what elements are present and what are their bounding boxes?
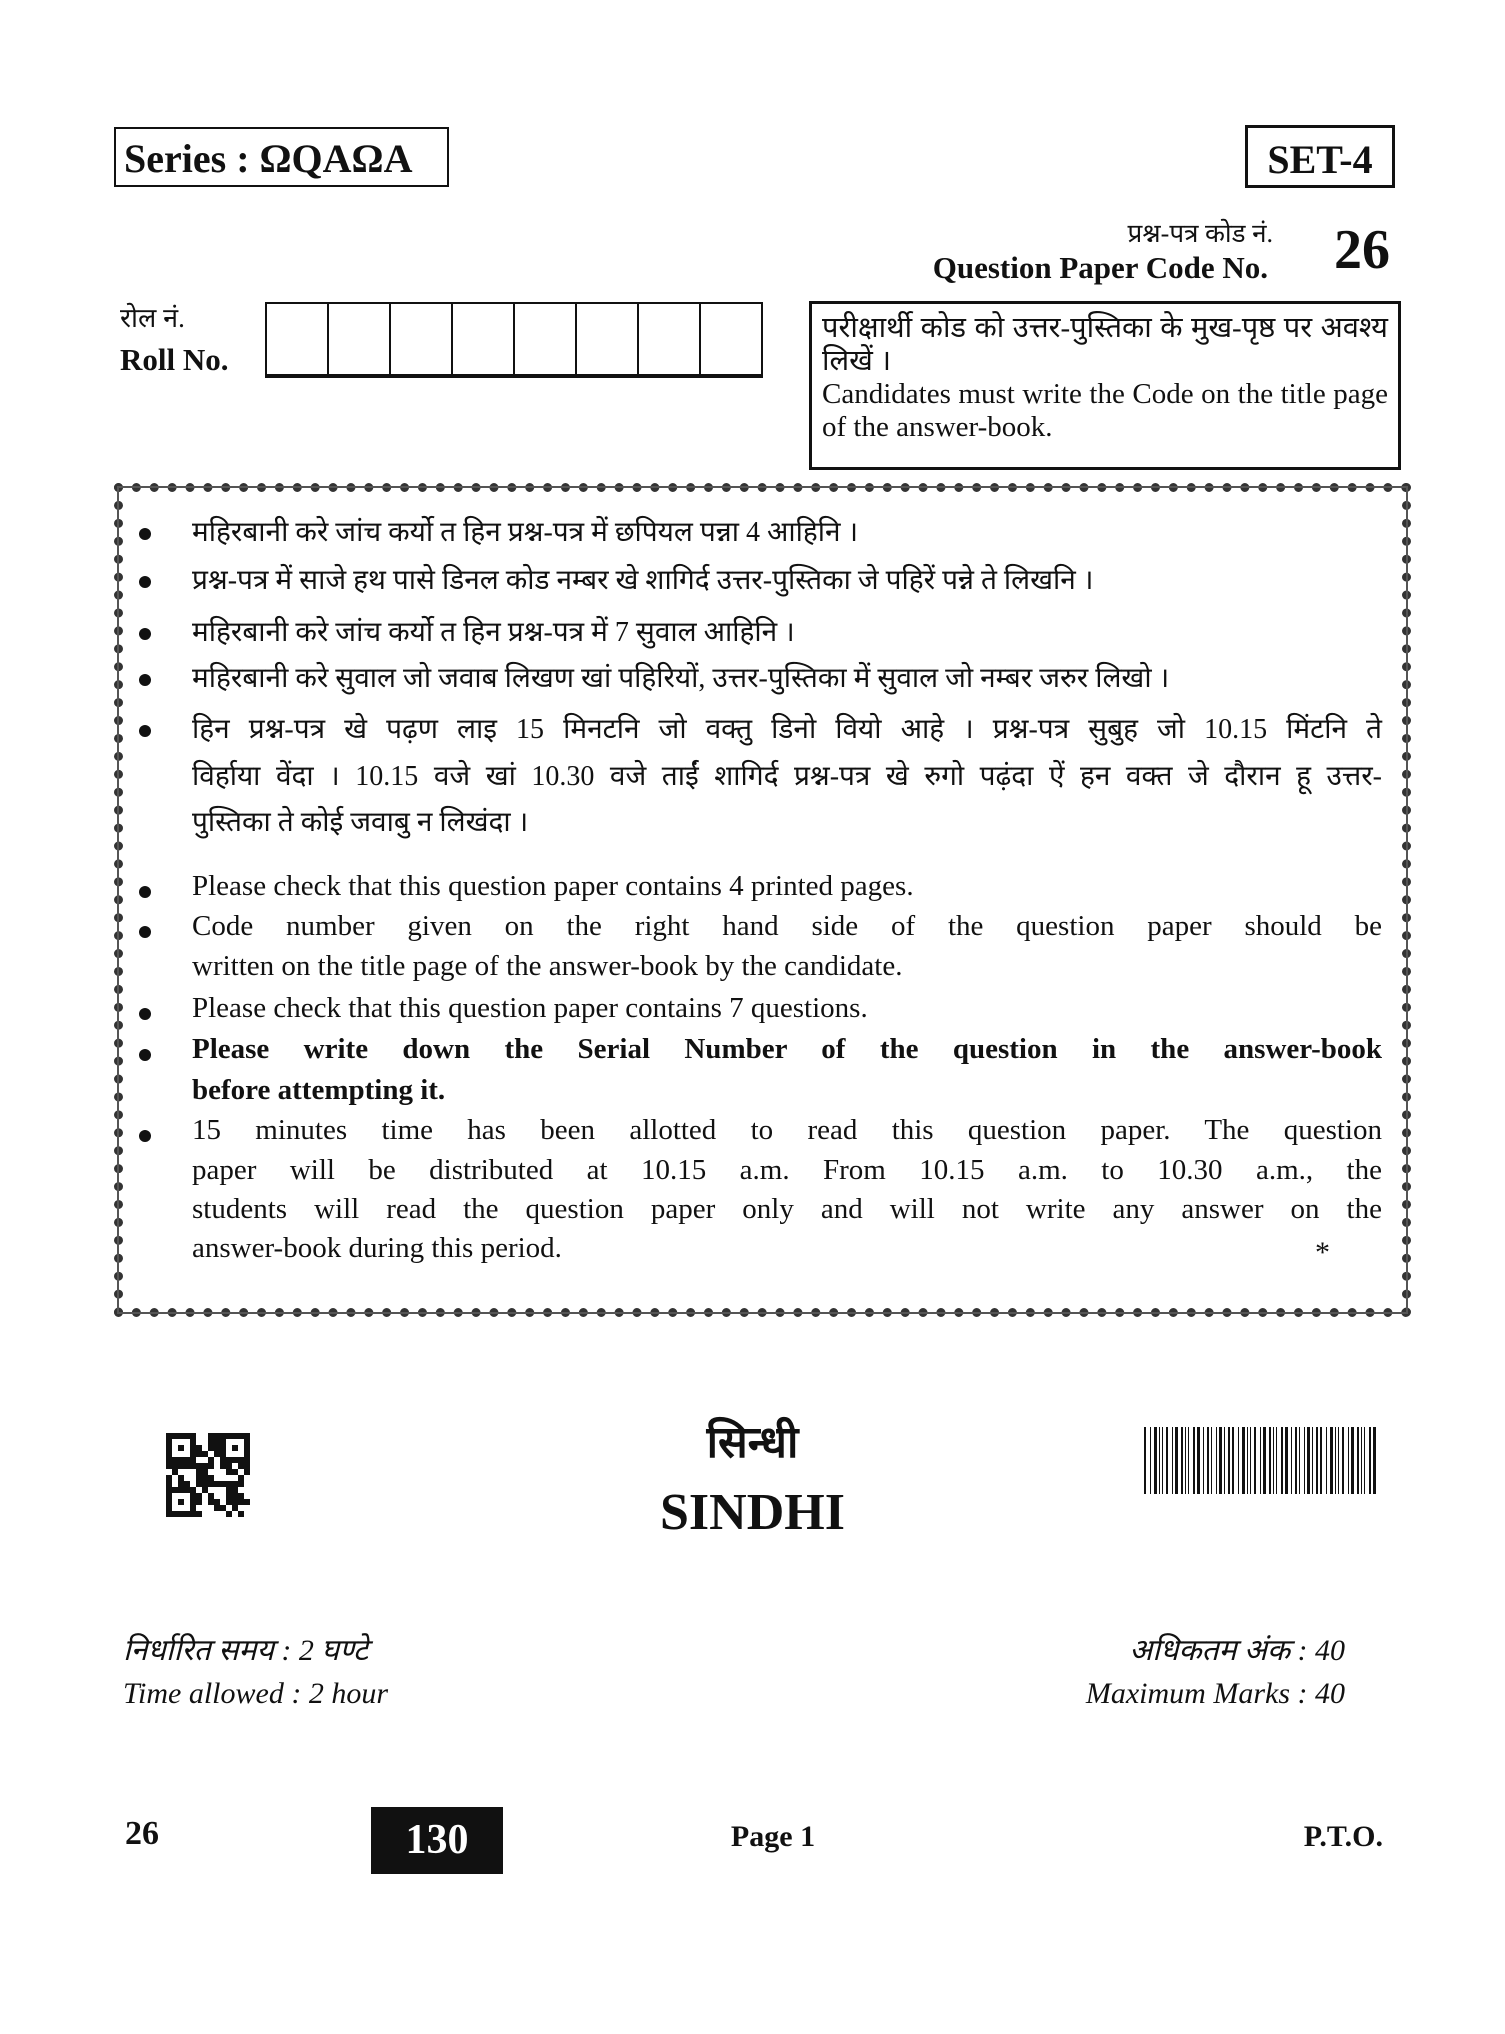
question-paper-code-number: 26 (1334, 219, 1390, 281)
barcode-bar (1269, 1427, 1271, 1494)
barcode (1144, 1427, 1378, 1494)
barcode-bar (1203, 1427, 1204, 1494)
barcode-bar (1185, 1427, 1186, 1494)
qr-module (178, 1475, 184, 1481)
qr-module (196, 1475, 202, 1481)
barcode-bar (1175, 1427, 1178, 1494)
barcode-bar (1342, 1427, 1344, 1494)
barcode-bar (1247, 1427, 1248, 1494)
roll-digit-box[interactable] (329, 304, 391, 374)
barcode-bar (1207, 1427, 1209, 1494)
time-allowed: Time allowed : 2 hour (123, 1677, 389, 1710)
bullet-icon (139, 926, 151, 938)
barcode-bar (1273, 1427, 1274, 1494)
star-mark: * (1315, 1236, 1330, 1269)
code-notice-box (809, 301, 1401, 470)
barcode-bar (1330, 1427, 1333, 1494)
barcode-bar (1295, 1427, 1297, 1494)
bullet-icon (139, 528, 151, 540)
series-label: Series : ΩQAΩA (114, 127, 449, 187)
barcode-bar (1159, 1427, 1160, 1494)
maximum-marks: Maximum Marks : 40 (1085, 1677, 1345, 1710)
instruction-line: पुस्तिका ते कोई जवाबु न लिखंदा । (192, 807, 529, 838)
roll-label-hindi: रोल नं. (120, 303, 185, 333)
instruction-line: students will read the question paper only and will not write any answer on the (192, 1193, 1382, 1225)
barcode-bar (1361, 1427, 1362, 1494)
instruction-line: महिरबानी करे जांच कर्यो त हिन प्रश्न-पत्र में 7 सुवाल आहिनि । (192, 617, 795, 648)
instruction-line: Please check that this question paper contains 4 printed pages. (192, 870, 914, 902)
roll-digit-box[interactable] (453, 304, 515, 374)
qr-module (208, 1475, 214, 1481)
instruction-line: paper will be distributed at 10.15 a.m. From 10.15 a.m. to 10.30 a.m., the (192, 1154, 1382, 1186)
barcode-bar (1299, 1427, 1300, 1494)
barcode-bar (1242, 1427, 1245, 1494)
barcode-bar (1263, 1427, 1266, 1494)
barcode-bar (1150, 1427, 1151, 1494)
barcode-bar (1250, 1427, 1251, 1494)
bullet-icon (139, 1130, 151, 1142)
code-notice-english: Candidates must write the Code on the title page of the answer-book. (822, 378, 1388, 443)
roll-digit-box[interactable] (577, 304, 639, 374)
barcode-bar (1316, 1427, 1318, 1494)
roll-digit-box[interactable] (515, 304, 577, 374)
barcode-bar (1281, 1427, 1283, 1494)
bullet-icon (139, 886, 151, 898)
bullet-icon (139, 725, 151, 737)
bullet-icon (139, 674, 151, 686)
barcode-bar (1216, 1427, 1217, 1494)
barcode-bar (1285, 1427, 1288, 1494)
barcode-bar (1228, 1427, 1230, 1494)
barcode-bar (1326, 1427, 1327, 1494)
barcode-bar (1211, 1427, 1212, 1494)
bullet-icon (139, 1049, 151, 1061)
barcode-bar (1260, 1427, 1261, 1494)
barcode-bar (1144, 1427, 1146, 1494)
instruction-line: महिरबानी करे जांच कर्यो त हिन प्रश्न-पत्र में छपियल पन्ना 4 आहिनि । (192, 517, 859, 548)
time-allowed-hindi: निर्धारित समय : 2 घण्टे (123, 1634, 369, 1667)
qr-module (202, 1475, 208, 1481)
bullet-icon (139, 1008, 151, 1020)
barcode-bar (1188, 1427, 1189, 1494)
question-paper-code-label: Question Paper Code No. (932, 250, 1268, 285)
barcode-bar (1162, 1427, 1163, 1494)
instruction-line: प्रश्न-पत्र में साजे हथ पासे डिनल कोड नम्बर खे शागिर्द उत्तर-पुस्तिका जे पहिरें पन्ने ते लिखनि । (192, 565, 1094, 596)
barcode-bar (1166, 1427, 1168, 1494)
maximum-marks-hindi: अधिकतम अंक : 40 (1129, 1634, 1345, 1667)
barcode-bar (1238, 1427, 1239, 1494)
instruction-line: हिन प्रश्न-पत्र खे पढ़ण लाइ 15 मिनटनि जो वक्तु डिनो वियो आहे । प्रश्न-पत्र सुबुह जो 10.15 मिंटनि ते (192, 714, 1382, 745)
question-paper-code-label-hindi: प्रश्न-पत्र कोड नं. (1127, 219, 1273, 248)
barcode-bar (1348, 1427, 1349, 1494)
qr-module (166, 1475, 172, 1481)
barcode-bar (1181, 1427, 1183, 1494)
barcode-bar (1335, 1427, 1336, 1494)
instruction-line: विर्हाया वेंदा । 10.15 वजे खां 10.30 वजे ताईं शागिर्द प्रश्न-पत्र खे रुगो पढ़ंदा ऐं हन वक्त जे दौरान हू उत्तर- (192, 761, 1382, 792)
barcode-bar (1224, 1427, 1225, 1494)
instruction-line: Code number given on the right hand side of the question paper should be (192, 910, 1382, 942)
barcode-bar (1373, 1427, 1376, 1494)
roll-label: Roll No. (120, 342, 229, 377)
footer-box-code: 130 (371, 1807, 503, 1874)
roll-digit-box[interactable] (391, 304, 453, 374)
code-notice-hindi: परीक्षार्थी कोड को उत्तर-पुस्तिका के मुख-पृष्ठ पर अवश्य लिखें । (822, 312, 1388, 377)
barcode-bar (1357, 1427, 1359, 1494)
barcode-bar (1154, 1427, 1157, 1494)
barcode-bar (1291, 1427, 1292, 1494)
instruction-line: written on the title page of the answer-book by the candidate. (192, 950, 903, 982)
barcode-bar (1219, 1427, 1222, 1494)
pto-label: P.T.O. (1303, 1820, 1383, 1853)
barcode-bar (1304, 1427, 1305, 1494)
bullet-icon (139, 628, 151, 640)
barcode-bar (1312, 1427, 1313, 1494)
barcode-bar (1307, 1427, 1310, 1494)
barcode-bar (1254, 1427, 1256, 1494)
roll-number-boxes (265, 302, 763, 378)
subject-title-hindi: सिन्धी (706, 1418, 799, 1467)
instruction-line: before attempting it. (192, 1074, 446, 1106)
set-label: SET-4 (1245, 125, 1395, 188)
instruction-line: Please check that this question paper contains 7 questions. (192, 992, 868, 1024)
instruction-line: Please write down the Serial Number of the question in the answer-book (192, 1033, 1382, 1065)
barcode-bar (1232, 1427, 1234, 1494)
barcode-bar (1338, 1427, 1339, 1494)
barcode-bar (1369, 1427, 1371, 1494)
roll-digit-box[interactable] (639, 304, 701, 374)
barcode-bar (1197, 1427, 1200, 1494)
footer-code: 26 (125, 1815, 159, 1852)
barcode-bar (1276, 1427, 1277, 1494)
barcode-bar (1320, 1427, 1322, 1494)
qr-module (238, 1475, 244, 1481)
barcode-bar (1172, 1427, 1173, 1494)
bullet-icon (139, 576, 151, 588)
page-number: Page 1 (730, 1820, 816, 1853)
instruction-line: answer-book during this period. (192, 1232, 562, 1264)
roll-digit-box[interactable] (267, 304, 329, 374)
instruction-line: 15 minutes time has been allotted to read this question paper. The question (192, 1114, 1382, 1146)
subject-title: SINDHI (660, 1484, 845, 1541)
barcode-bar (1364, 1427, 1365, 1494)
barcode-bar (1351, 1427, 1354, 1494)
instruction-line: महिरबानी करे सुवाल जो जवाब लिखण खां पहिरियों, उत्तर-पुस्तिका में सुवाल जो नम्बर जरुर लिखो । (192, 663, 1170, 694)
barcode-bar (1193, 1427, 1195, 1494)
roll-digit-box[interactable] (701, 304, 761, 374)
